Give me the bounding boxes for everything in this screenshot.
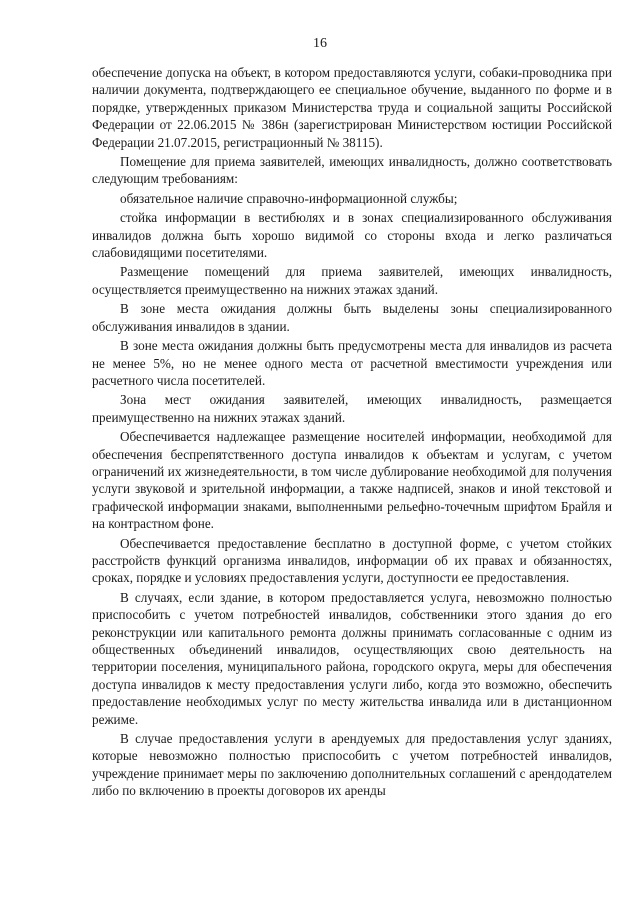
paragraph: В случае предоставления услуги в арендуемых для предоставления услуг зданиях, которые невозможно полностью приспособить с учетом потребностей инвалидов, учреждение принимает меры по заключению дополнительных соглашений с арендодателем либо по включению в проекты договоров их аренды <box>92 731 612 799</box>
paragraph: стойка информации в вестибюлях и в зонах специализированного обслуживания инвалидов должна быть хорошо видимой со стороны входа и легко различаться слабовидящими посетителями. <box>92 210 612 261</box>
paragraph: обязательное наличие справочно-информационной службы; <box>120 190 458 206</box>
paragraph: Обеспечивается надлежащее размещение носителей информации, необходимой для обеспечения беспрепятственного доступа инвалидов к объектам и услугам, с учетом ограничений их жизнедеятельности, в том числе дублирование необходимой для получения услуги звуковой и зрительной информации, а также надписей, знаков и иной текстовой и графической информации знаками, выполненными рельефно-точечным шрифтом Брайля и на контрастном фоне. <box>92 429 612 532</box>
paragraph: обеспечение допуска на объект, в котором предоставляются услуги, собаки-проводника при наличии документа, подтверждающего ее специальное обучение, выданного по форме и в порядке, утвержденных приказом Министерства труда и социальной защиты Российской Федерации от 22.06.2015 № 386н (зарегистрирован Министерством юстиции Российской Федерации 21.07.2015, регистрационный № 38115). <box>92 65 612 150</box>
paragraph: Обеспечивается предоставление бесплатно в доступной форме, с учетом стойких расстройств функций организма инвалидов, информации об их правах и обязанностях, сроках, порядке и условиях предоставления услуги, доступности ее предоставления. <box>92 535 612 586</box>
paragraph: В зоне места ожидания должны быть выделены зоны специализированного обслуживания инвалидов в здании. <box>92 301 612 334</box>
page-number: 16 <box>313 36 327 51</box>
document-body <box>92 64 612 802</box>
paragraph: В зоне места ожидания должны быть предусмотрены места для инвалидов из расчета не менее 5%, но не менее одного места от расчетной вместимости учреждения или расчетного числа посетителей. <box>92 338 612 388</box>
paragraph: Помещение для приема заявителей, имеющих инвалидность, должно соответствовать следующим требованиям: <box>92 154 612 187</box>
paragraph: В случаях, если здание, в котором предоставляется услуга, невозможно полностью приспособить с учетом потребностей инвалидов, собственники этого здания до его реконструкции или капитального ремонта должны принимать согласованные с одним из общественных объединений инвалидов, осуществляющих свою деятельность на территории поселения, муниципального района, городского округа, меры для обеспечения доступа инвалидов к месту предоставления услуги либо, когда это возможно, обеспечить предоставление необходимых услуг по месту жительства инвалида или в дистанционном режиме. <box>92 589 612 727</box>
paragraph: Размещение помещений для приема заявителей, имеющих инвалидность, осуществляется преимущественно на нижних этажах зданий. <box>92 264 612 297</box>
paragraph: Зона мест ожидания заявителей, имеющих инвалидность, размещается преимущественно на нижних этажах зданий. <box>92 392 612 425</box>
